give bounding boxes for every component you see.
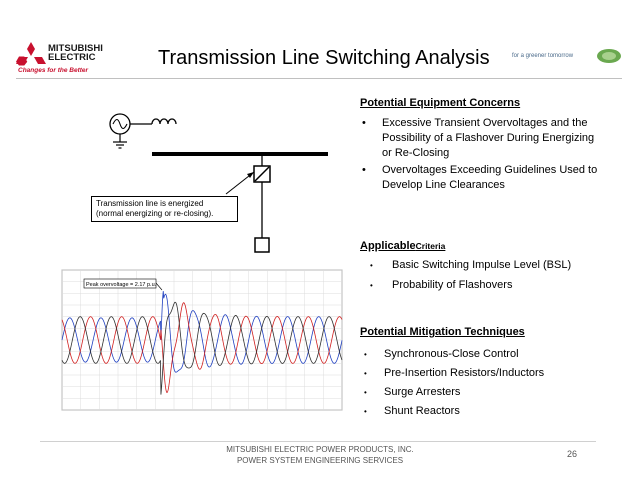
page-title: Transmission Line Switching Analysis (158, 47, 490, 69)
three-diamonds-icon (16, 42, 46, 68)
footer-line-2: POWER SYSTEM ENGINEERING SERVICES (236, 456, 404, 465)
mitigation-item-4: Shunt Reactors (384, 405, 460, 417)
mitigation-heading: Potential Mitigation Techniques (360, 326, 525, 338)
footer-line-1: MITSUBISHI ELECTRIC POWER PRODUCTS, INC. (226, 445, 414, 454)
equipment-item-2: Overvoltages Exceeding Guidelines Used to Develop Line Clearances (382, 164, 598, 191)
bottom-breaker-icon (255, 238, 269, 252)
criteria-heading-main: Applicable (360, 240, 416, 252)
greener-text: for a greener tomorrow (512, 53, 574, 59)
mitigation-item-1: Synchronous-Close Control (384, 348, 519, 360)
inductor-icon (152, 119, 176, 124)
mitsubishi-logo (16, 40, 128, 80)
eco-leaf-icon (596, 48, 622, 64)
equipment-heading: Potential Equipment Concerns (360, 97, 521, 109)
criteria-heading-sub: Criteria (415, 241, 446, 251)
header-rule (16, 78, 622, 79)
list-item: • Basic Switching Impulse Level (BSL) (370, 258, 610, 273)
list-item: • Probability of Flashovers (370, 278, 610, 293)
brand-line-1: MITSUBISHI (48, 43, 103, 54)
list-item: • Excessive Transient Overvoltages and the Possibility of a Flashover During Energizing or Re-Closing (362, 116, 602, 161)
equipment-item-1: Excessive Transient Overvoltages and the Possibility of a Flashover During Energizing or Re-Closing (382, 117, 595, 159)
list-item: • Overvoltages Exceeding Guidelines Used to Develop Line Clearances (362, 163, 602, 193)
criteria-heading (360, 236, 445, 254)
equipment-list (362, 116, 602, 193)
mitigation-list (364, 347, 604, 419)
circuit-breaker-icon (254, 166, 270, 182)
list-item: • Surge Arresters (364, 385, 604, 400)
one-line-diagram (90, 108, 340, 258)
footer-rule (40, 441, 596, 442)
mitigation-item-2: Pre-Insertion Resistors/Inductors (384, 367, 545, 379)
callout-line-1: Transmission line is energized (96, 199, 204, 208)
ac-source-icon (110, 114, 130, 148)
criteria-item-1: Basic Switching Impulse Level (BSL) (392, 259, 572, 271)
page-number: 26 (566, 449, 577, 459)
list-item: • Shunt Reactors (364, 404, 604, 419)
list-item: • Synchronous-Close Control (364, 347, 604, 362)
brand-tagline: Changes for the Better (18, 67, 89, 74)
greener-logo (512, 48, 624, 68)
mitigation-item-3: Surge Arresters (384, 386, 461, 398)
brand-line-2: ELECTRIC (48, 52, 96, 63)
criteria-item-2: Probability of Flashovers (392, 279, 513, 291)
energized-callout (91, 196, 238, 222)
list-item: • Pre-Insertion Resistors/Inductors (364, 366, 604, 381)
criteria-list (370, 258, 610, 293)
footer-company (200, 444, 440, 466)
peak-overvoltage-label: Peak overvoltage = 2.17 p.u. (86, 282, 157, 288)
overvoltage-chart (48, 266, 348, 431)
callout-line-2: (normal energizing or re-closing). (96, 209, 214, 218)
